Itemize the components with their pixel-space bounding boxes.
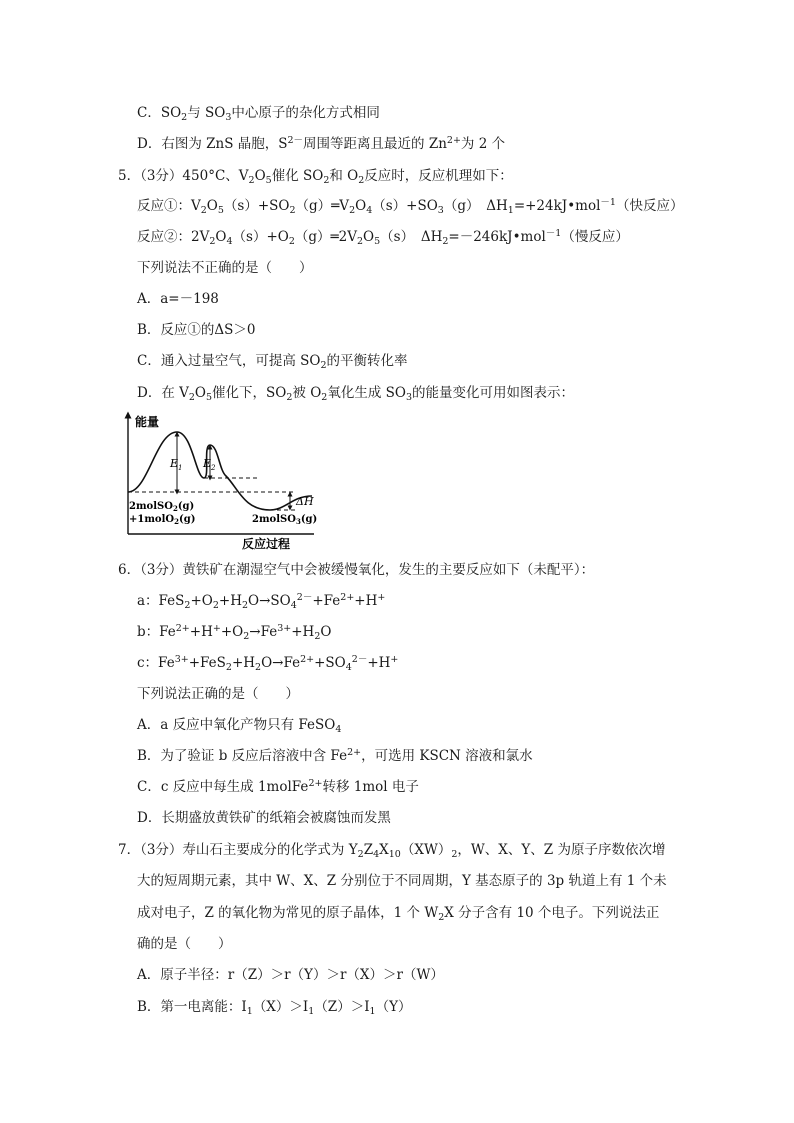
q6-reaction-a: a：$FeS_2+O_2+H_2O\to SO_4^{2-}+Fe^{2+}+H^+$	[137, 592, 386, 611]
q5-stem: 5．（3分）450°C、$V_2O_5$催化 $SO_2$和 $O_2$反应时，反应机理如下：	[118, 168, 513, 186]
q5-prompt: 下列说法不正确的是（ ）	[137, 260, 313, 276]
q6-prompt: 下列说法正确的是（ ）	[137, 686, 299, 702]
q7-stem-line-4: 确的是（ ）	[137, 936, 232, 952]
q6-stem: 6．（3分）黄铁矿在潮湿空气中会被缓慢氧化，发生的主要反应如下（未配平）：	[118, 562, 595, 578]
q6-reaction-c: c：$Fe^{3+}+FeS_2+H_2O\to Fe^{2+}+SO_4^{2-}+H^+$	[137, 654, 399, 673]
q5-option-b: B．反应①的ΔS＞0	[137, 322, 256, 338]
q6-reaction-b: b：$Fe^{2+}+H^++O_2\to Fe^{3+}+H_2O$	[137, 623, 332, 642]
q4-option-d: D．右图为 ZnS 晶胞，$S^{2-}$周围等距离且最近的 $Zn^{2+}$为 2 个	[137, 135, 506, 152]
energy-curve	[128, 432, 312, 510]
e2-label: $E_2$	[203, 457, 216, 472]
q6-option-d: D．长期盛放黄铁矿的纸箱会被腐蚀而发黑	[137, 810, 391, 826]
reactant-label-1: 2molSO$_2$(g)	[129, 501, 195, 513]
q7-stem-line-3: 成对电子，Z 的氧化物为常见的原子晶体，1 个 $W_2X$ 分子含有 10 个电子。下列说法正	[137, 905, 660, 923]
dh-label: ΔH	[296, 495, 314, 508]
reactant-label-2: +1molO$_2$(g)	[129, 514, 196, 526]
q5-reaction-1: 反应①：$V_2O_5(s)+SO_2(g)═V_2O_4(s)+SO_3(g)$ $\Delta H_1=+24kJ•mol^{-1}$（快反应）	[137, 197, 684, 216]
q5-option-d: D．在 $V_2O_5$催化下，$SO_2$被 $O_2$氧化生成 $SO_3$的能量变化可用如图表示：	[137, 385, 574, 403]
y-axis-label: 能量	[135, 415, 160, 429]
x-axis-label: 反应过程	[242, 537, 291, 550]
q5-reaction-2: 反应②：$2V_2O_4(s)+O_2(g)═2V_2O_5(s)$ $\Delta H_2=-246kJ•mol^{-1}$（慢反应）	[137, 228, 629, 247]
q7-stem-line-2: 大的短周期元素，其中 W、X、Z 分别位于不同周期，Y 基态原子的 3p 轨道上有 1 个未	[137, 873, 667, 889]
q5-option-a: A．a=－198	[137, 291, 219, 307]
q6-option-b: B．为了验证 b 反应后溶液中含 $Fe^{2+}$，可选用 KSCN 溶液和氯水	[137, 747, 533, 764]
q7-option-a: A．原子半径：r（Z）＞r（Y）＞r（X）＞r（W）	[137, 967, 444, 983]
q6-option-c: C．c 反应中每生成 1molFe$^{2+}$转移 1mol 电子	[137, 778, 419, 795]
e1-label: $E_1$	[170, 457, 183, 472]
q5-option-c: C．通入过量空气，可提高 $SO_2$的平衡转化率	[137, 353, 408, 371]
q4-option-c: C．$SO_2$与 $SO_3$中心原子的杂化方式相同	[137, 105, 380, 123]
q7-option-b: B．第一电离能：$I_1(X)>I_1(Z)>I_1(Y)$	[137, 999, 412, 1017]
q7-stem-line-1: 7．（3分）寿山石主要成分的化学式为 $Y_2Z_4X_{10}(XW)_2$，W、X、Y、Z 为原子序数依次增	[118, 842, 666, 860]
q6-option-a: A．a 反应中氧化产物只有 FeSO$_4$	[137, 717, 342, 735]
product-label: 2molSO$_3$(g)	[252, 514, 318, 526]
energy-diagram	[120, 410, 320, 550]
